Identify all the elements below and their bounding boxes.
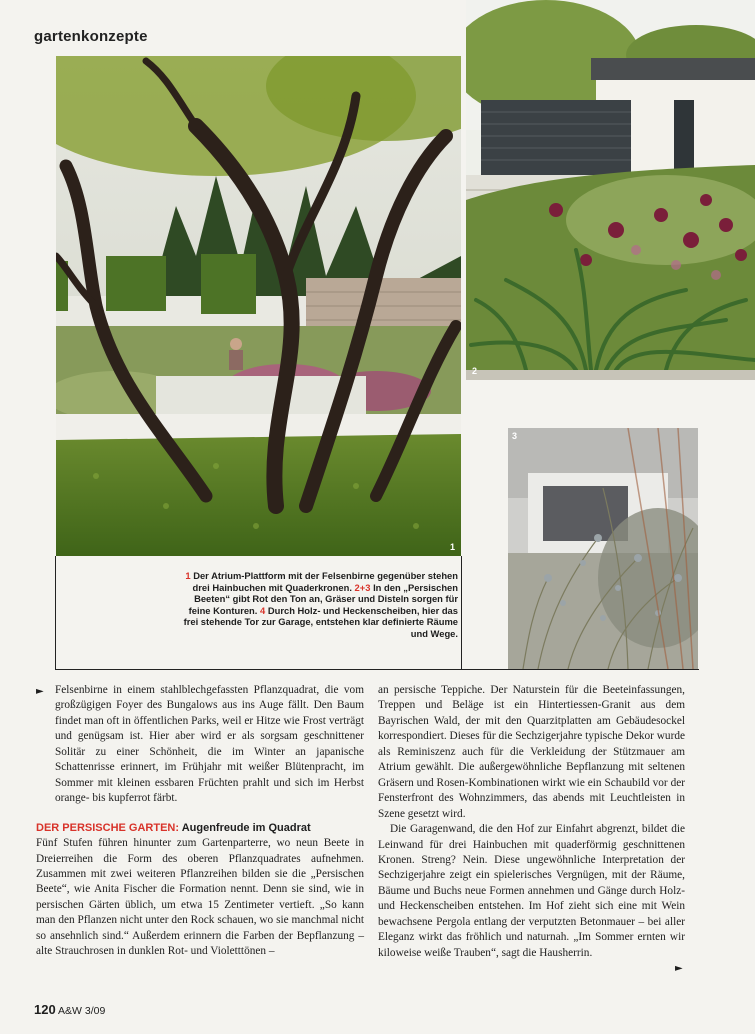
photo-thistles — [508, 428, 698, 669]
caption-text-4: Durch Holz- und Heckenscheiben, hier das frei stehende Tor zur Garage, entstehen klar definierte Räume und Wege. — [183, 604, 458, 639]
photo-number: 2 — [472, 366, 478, 376]
paragraph-1: Felsenbirne in einem stahlblechgefassten Pflanzquadrat, die vom großzügigen Foyer des Bungalows aus ins Auge fällt. Den Baum findet man oft in öffentlichen Parks, weil er Hitze wie Frost verträgt und genügsam ist. Hier aber wird er als sorgsam geschnittener Solitär zu einer Schönheit, die im Winter an japanische Schattenrisse erinnert, im Frühjahr mit weißer Blütenpracht, im Sommer mit kleinen essbaren Früchten prahlt und sich im Herbst orange- bis kupferrot färbt. — [55, 684, 364, 805]
issue-number: 3/09 — [84, 1005, 106, 1017]
subheading-black: Augenfreude im Quadrat — [181, 821, 311, 834]
subheading — [36, 821, 364, 836]
caption-num-23: 2+3 — [354, 581, 371, 593]
caption-text-1: Der Atrium-Plattform mit der Felsenbirne gegenüber stehen drei Hainbuchen mit Quaderkronen. — [192, 570, 458, 593]
caption-frame-right — [461, 556, 462, 670]
photo-caption — [180, 570, 458, 640]
magazine-name: A&W — [58, 1005, 82, 1017]
subheading-red: DER PERSISCHE GARTEN: — [36, 821, 180, 834]
paragraph-3: an persische Teppiche. Der Naturstein für die Beeteinfassungen, Treppen und Beläge ist ein Hintertiessen-Granit aus dem Bayrischen Wald, der mit den Quarzitplatten am Gebäudesockel korrespondiert. Dieses für die Sechzigerjahre typische Dekor wurde als Reminiszenz auch für die Verkleidung der Stützmauer am Atrium gewählt. Die außergewöhnliche Bepflanzung mit seltenen Gräsern und Rosen-Kombinationen wirkt wie ein Schaubild vor der Fensterfront des Wohnzimmers, das abends mit Leuchtleisten in Szene gesetzt wird. — [378, 684, 685, 820]
paragraph-2: Fünf Stufen führen hinunter zum Gartenparterre, wo neun Beete in Dreierreihen die Form des oberen Pflanzquadrates aufnehmen. Zusammen mit zwei weiteren Pflanzreihen bilden sie die „Persischen Beete“, wie Anita Fischer die Formation nennt. Denn sie sind, wie in persischen Gärten üblich, um etwa 15 Zentimeter vertieft. „So kann man den Pflanzen nicht unter den Rock schauen, wo sie manchmal nicht so ansehnlich sind.“ Außerdem erinnern die Farben der Bepflanzung – alte Strauchrosen in dunklen Rot- und Violetttönen – — [36, 837, 364, 958]
photo-iris-bed — [466, 0, 755, 380]
caption-num-4: 4 — [260, 604, 266, 616]
page-footer — [34, 1002, 105, 1017]
article-column-left — [36, 683, 364, 960]
photo-number: 3 — [512, 431, 518, 441]
continue-arrow-icon: ► — [36, 686, 44, 697]
photo-atrium-tree — [56, 56, 461, 556]
article-column-right — [378, 683, 685, 961]
section-title: gartenkonzepte — [34, 28, 148, 45]
caption-text-23: In den „Persischen Beeten“ gibt Rot den Ton an, Gräser und Disteln sorgen für feine Konturen. — [188, 581, 458, 616]
end-arrow-icon: ► — [675, 963, 683, 974]
page-number: 120 — [34, 1002, 56, 1017]
caption-num-1: 1 — [185, 570, 191, 581]
caption-frame-bottom — [55, 669, 699, 670]
caption-frame-left — [55, 556, 56, 670]
photo-number: 1 — [449, 542, 455, 552]
paragraph-4: Die Garagenwand, die den Hof zur Einfahrt abgrenzt, bildet die Leinwand für drei Hainbuchen mit quaderförmig geschnittenen Kronen. Streng? Nein. Diese ungewöhnliche Interpretation der Sechzigerjahre zeigt ein spielerisches Vergnügen, mit der Räume, Bäume und Buchs neue Formen annehmen und Gänge durch Holz- und Heckenscheiben entstehen. Im Hof zieht sich eine mit Wein bewachsene Pergola entlang der verputzten Betonmauer – bei aller Eleganz wirkt das fröhlich und naturnah. „Im Sommer ernten wir kiloweise weiße Trauben“, sagt die Hausherrin. — [378, 823, 685, 959]
